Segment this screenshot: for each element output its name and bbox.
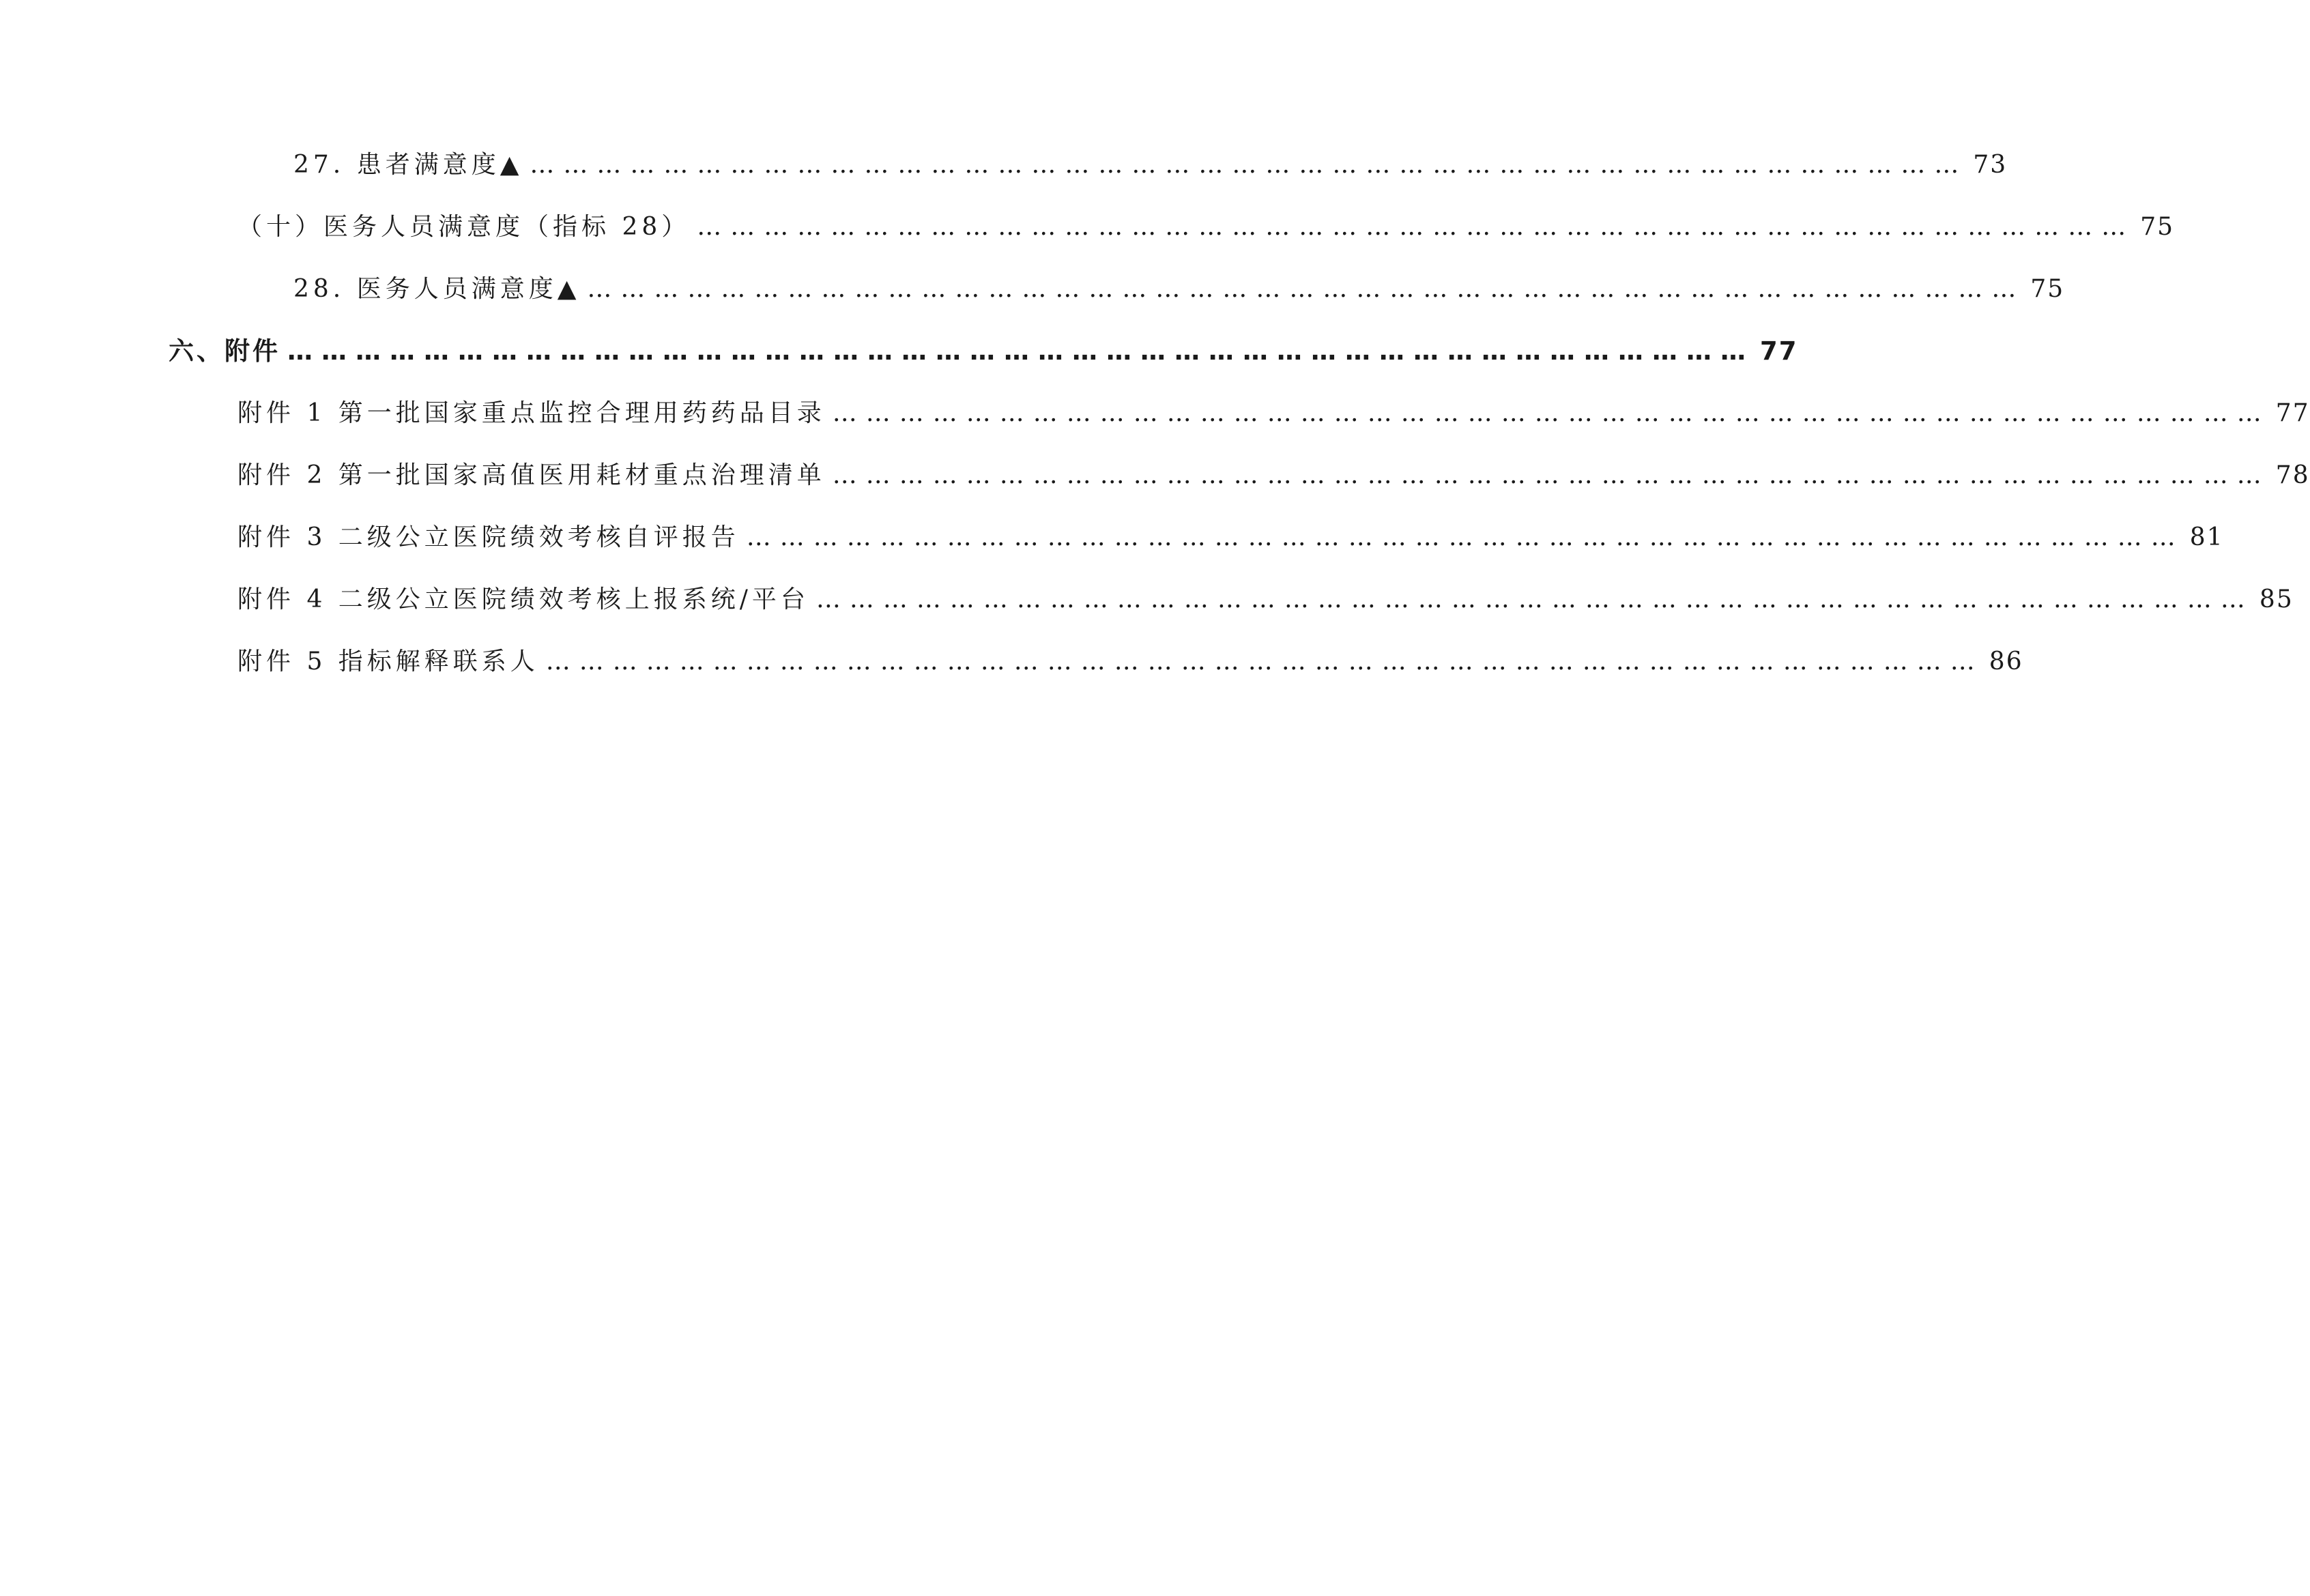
toc-entry-label: 28. 医务人员满意度▲	[293, 275, 581, 303]
toc-page-number: 75	[2140, 213, 2175, 241]
toc-page-number: 77	[2275, 399, 2310, 427]
toc-leader-dots: …………………………………………………………………………………………………………………	[815, 585, 2254, 613]
toc-leader-dots: …………………………………………………………………………………………………………………	[545, 648, 1984, 676]
toc-entry-section-6[interactable]	[169, 331, 1798, 372]
toc-entry-appendix-4[interactable]	[237, 579, 2294, 620]
toc-leader-dots: …………………………………………………………………………………………………………………	[746, 523, 2184, 551]
toc-entry-27[interactable]	[293, 145, 2008, 186]
toc-entry-appendix-5[interactable]	[237, 641, 2023, 682]
toc-entry-appendix-2[interactable]	[237, 455, 2310, 496]
toc-page-number: 85	[2259, 585, 2294, 613]
toc-page-number: 77	[1760, 336, 1798, 366]
toc-entry-label: 附件 2 第一批国家高值医用耗材重点治理清单	[237, 461, 826, 489]
toc-page-number: 78	[2275, 461, 2310, 489]
toc-entry-label: （十）医务人员满意度（指标 28）	[237, 213, 691, 241]
toc-leader-dots: …………………………………………………………………………………………………………………	[587, 275, 2025, 303]
toc-entry-28[interactable]	[293, 269, 2065, 310]
toc-page-number: 73	[1973, 151, 2008, 179]
toc-entry-label: 附件 1 第一批国家重点监控合理用药药品目录	[237, 399, 826, 427]
toc-entry-label: 附件 4 二级公立医院绩效考核上报系统/平台	[237, 585, 809, 613]
toc-entry-section-10[interactable]	[237, 207, 2175, 248]
toc-leader-dots: …………………………………………………………………………………………………………………	[530, 151, 1968, 179]
toc-entry-appendix-1[interactable]	[237, 393, 2310, 434]
toc-entry-appendix-3[interactable]	[237, 517, 2224, 558]
toc-page-number: 75	[2030, 275, 2065, 303]
toc-leader-dots: …………………………………………………………………………………………………………………	[832, 399, 2270, 427]
toc-entry-label: 27. 患者满意度▲	[293, 151, 523, 179]
toc-page-number: 86	[1989, 648, 2023, 676]
toc-entry-label: 六、附件	[169, 336, 280, 366]
toc-entry-label: 附件 5 指标解释联系人	[237, 648, 539, 676]
toc-entry-label: 附件 3 二级公立医院绩效考核自评报告	[237, 523, 740, 551]
toc-page-number: 81	[2189, 523, 2224, 551]
toc-leader-dots: …………………………………………………………………………………………………………………	[287, 336, 1755, 366]
toc-leader-dots: …………………………………………………………………………………………………………………	[832, 461, 2270, 489]
toc-leader-dots: …………………………………………………………………………………………………………………	[697, 213, 2135, 241]
